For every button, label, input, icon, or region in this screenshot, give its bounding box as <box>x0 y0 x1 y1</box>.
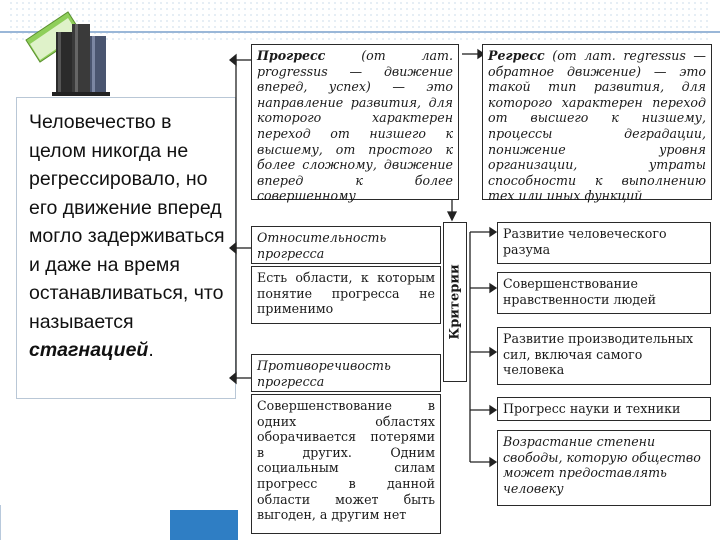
criteria-item-1: Развитие человеческого разума <box>497 222 711 264</box>
footer-rule <box>0 505 170 540</box>
quote-emphasis: стагнацией <box>29 339 149 361</box>
regress-definition-box <box>482 44 712 204</box>
quote-box <box>16 97 236 399</box>
regress-definition: (от лат. regressus — обратное движение) — это такой тип развития, для которого характерен переход от высшего к низшему, процессы деградации, понижение уровня организации, утраты способности к выполнению тех или иных функций <box>488 48 706 204</box>
contradiction-text-box <box>251 394 441 534</box>
progress-definition: (от лат. progressus — движение вперед, успех) — это направление развития, для которого характерен переход от низшего к высшему, от простого к более сложному, движение вперед к более совершенному <box>257 48 453 204</box>
relativity-text-box <box>251 266 441 324</box>
header-dots <box>8 0 708 40</box>
criteria-item-4: Прогресс науки и техники <box>497 397 711 421</box>
criteria-item-3: Развитие производительных сил, включая самого человека <box>497 327 711 385</box>
books-icon <box>22 6 110 98</box>
criteria-item-2: Совершенствование нравственности людей <box>497 272 711 314</box>
relativity-title: Относительность прогресса <box>257 230 387 261</box>
criteria-label: Критерии <box>447 264 463 340</box>
progress-definition-box <box>251 44 459 204</box>
relativity-title-box <box>251 226 441 264</box>
contradiction-title: Противоречивость прогресса <box>257 358 391 389</box>
progress-term: Прогресс <box>257 48 326 63</box>
contradiction-text: Совершенствование в одних областях оборачивается потерями в других. Одним социальным силам прогресс в данной области может быть выгоден, а другим нет <box>257 398 435 523</box>
contradiction-title-box <box>251 354 441 392</box>
regress-term: Регресс <box>488 48 545 63</box>
footer-accent <box>170 510 238 540</box>
quote-text: Человечество в целом никогда не регрессировало, но его движение вперед могло задерживаться и даже на время останавливаться, что называется стагнацией. <box>29 111 225 361</box>
relativity-text: Есть области, к которым понятие прогресса не применимо <box>257 270 435 317</box>
criteria-item-5: Возрастание степени свободы, которую общество может предоставлять человеку <box>497 430 711 506</box>
